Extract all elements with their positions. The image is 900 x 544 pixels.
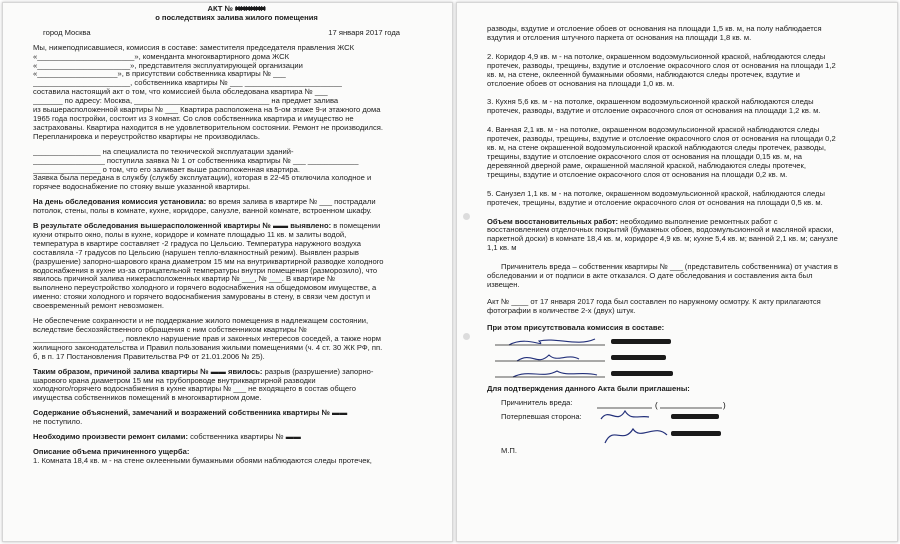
commission-signatures-svg <box>487 333 727 385</box>
redaction-bar <box>611 355 666 360</box>
victim-signature-row: Потерпевшая сторона: <box>487 413 885 447</box>
commission-signatures <box>487 333 885 385</box>
neglect-paragraph: Не обеспечение сохранности и не поддержание жилого помещения в надлежащем состоянии, вследствие бесхозяйственного обращения с ним собственником квартиры № _____________________, повлекло нарушение прав и законных интересов соседей, а также норм жилищного законодательства и Правил пользования жилыми помещениями (ч. 4 ст. 30 ЖК РФ, пп. б, в п. 17 Постановления Правительства РФ от 21.01.2006 № 25). <box>33 317 383 361</box>
signature-stroke <box>605 429 667 443</box>
restore-paragraph: Объем восстановительных работ: необходимо выполнение ремонтных работ с восстановлением отделочных покрытий (бумажных обоев, водоэмульсионной и масляной краски, паркетной доски) в комнате 18,4 кв. м, коридоре 4,9 кв. м; кухне 5,4 кв. м; ванной 2,1 кв. м; санузле 1,1 кв. м <box>487 217 838 253</box>
cause-paragraph: Таким образом, причиной залива квартиры № ▬▬ явилось: разрыв (разрушение) запорно- шарового крана диаметром 15 мм на трубопроводе внутриквартирной разводки холодного/горячего водоснабжения в кухне квартиры № ___ не входящего в состав общего имущества собственников помещений в многоквартирном доме. <box>33 367 374 403</box>
damage-continuation: разводы, вздутие и отслоение обоев от основания на площади 1,5 кв. м, на полу наблюдается вздутия и отслоения штучного паркета от основания на площади 1,8 кв. м. <box>487 25 822 42</box>
redaction-bar <box>611 339 671 344</box>
redaction-bar <box>671 431 721 436</box>
signature-stroke <box>601 411 649 419</box>
redaction-bar <box>671 414 719 419</box>
intro-paragraph: Мы, нижеподписавшиеся, комиссия в составе: заместителя председателя правления ЖСК «_______________________», коменданта многоквартирного дома ЖСК «______________________», представителя эксплуатирующей организации «___________________», в присутствии собственника квартиры № ___ _______________________, собственника квартиры № ___ _______________________ составила настоящий акт о том, что комиссией была обследована квартира № ___ _______ по адресу: Москва, ________________________________ на предмет залива из вышерасположенной квартиры № ___ Квартира расположена на 5-ом этаже 9-и этажного дома 1965 года постройки, состоит из 3 комнат. Со слов собственника квартира и имущество не застрахованы. Квартира находится в не удовлетворительном состоянии. Ремонт не производился. Перепланировка и переустройство квартиры не производилась. <box>33 43 383 141</box>
inspection-day-paragraph: На день обследования комиссия установила: во время залива в квартире № ___ пострадали потолок, стены, полы в комнате, кухне, коридоре, санузле, ванной комнате, встроенном шкафу. <box>33 198 376 216</box>
act-subtitle: о последствиях залива жилого помещения <box>155 13 318 22</box>
commission-heading: При этом присутствовала комиссия в составе: <box>487 323 665 332</box>
redaction-bar <box>611 371 673 376</box>
document-page-2 <box>456 2 898 542</box>
repair-line: Необходимо произвести ремонт силами: собственника квартиры № ▬▬ <box>33 433 301 442</box>
act-date: 17 января 2017 года <box>328 27 400 37</box>
redaction-bar: XXXXXX <box>235 5 266 13</box>
city-label: город Москва <box>43 27 91 37</box>
damage-item-1: 1. Комната 18,4 кв. м - на стене оклеенными бумажными обоями наблюдаются следы протечек, <box>33 456 372 465</box>
damage-item-3: 3. Кухня 5,6 кв. м - на потолке, окрашенном водоэмульсионной краской наблюдаются следы протечек, разводы, вздутие и отслоение окрасочного слоя от основания на площади 1,2 кв. м. <box>487 98 821 116</box>
act-title: АКТ № XXXXXX <box>207 5 266 13</box>
damage-item-4: 4. Ванная 2,1 кв. м - на потолке, окрашенном водоэмульсионной краской наблюдаются следы протечек, разводы, трещины, вздутие и отслоение окрасочного слоя от основания на площади 0,2 кв. м, на стене окрашенной водоэмульсионной краской наблюдаются следы протечек, разводы, трещины, вздутие и отслоение окрасочного слоя от основания на площади 0,15 кв. м, на деревянной дверной раме, окрашенной масляной краской, наблюдаются следы протечек, трещины, вздутие и отслоение окрасочного слоя от основания на площади 0,2 кв. м. <box>487 126 836 179</box>
document-page-1 <box>2 2 453 542</box>
explanation-paragraph: Содержание объяснений, замечаний и возражений собственника квартиры № ▬▬ не поступило. <box>33 409 348 427</box>
stamp-label: М.П. <box>501 447 518 456</box>
request-paragraph: ________________ на специалиста по технической эксплуатации зданий- _________________ поступила заявка № 1 от собственника квартиры № ___ ____________ ________________ о том, что его заливает выше расположенная квартира. Заявка была передана в службу (службу эксплуатации), которая в 22-45 отключила холодное и горячее водоснабжение по стояку выше указанной квартиры. <box>33 147 372 192</box>
punch-hole <box>463 213 470 220</box>
result-paragraph: В результате обследования вышерасположенной квартиры № ▬▬ выявлено: в помещении кухни открыто окно, полы в кухне, коридоре и комнате площадью 11 кв. м залиты водой, температура в квартире составляет -2 градуса по Цельсию. Температура наружного воздуха составляла -7 градусов по Цельсию (нарушен тепло-влажностный режим). Выявлен разрыв (разрушение) запорно-шарового крана диаметром 15 мм на внутриквартирной разводке холодного водоснабжения в кухне из-за отрицательной температуры внутри помещения (разморозило), что явилось причиной залива нижерасположенных квартир № ___, № ___. В квартире № выполнено переустройство холодного и горячего водоснабжения на общедомовом имуществе, а именно: стояки холодного и горячего водоснабжения замурованы в стену, в связи чем доступ и своевременный ремонт невозможен. <box>33 222 384 311</box>
punch-hole <box>463 333 470 340</box>
culprit-signature-row: Причинитель вреда: ( ) <box>487 399 885 413</box>
signature-stroke <box>509 339 595 345</box>
damage-item-5: 5. Санузел 1,1 кв. м - на потолке, окрашенном водоэмульсионной краской, наблюдаются следы протечек, трещины, вздутие и отслоение окрасочного слоя от основания на площади 0,5 кв. м. <box>487 189 825 207</box>
signature-stroke <box>517 355 579 361</box>
svg-text:(: ( <box>655 401 658 411</box>
signature-stroke <box>513 371 597 377</box>
svg-text:): ) <box>723 401 726 411</box>
victim-signature-svg <box>595 405 725 449</box>
invited-heading: Для подтверждения данного Акта были приглашены: <box>487 384 690 393</box>
damage-item-2: 2. Коридор 4,9 кв. м - на потолке, окрашенном водоэмульсионной краской, наблюдаются следы протечек, разводы, трещины, вздутие и отслоение окрасочного слоя от основания на площади 1,2 кв. м, на стене, оклеенной бумажными обоями, наблюдаются следы протечек, вздутие и отслоение обоев от основания на площади 1,0 кв. м. <box>487 52 836 88</box>
damage-heading: Описание объема причиненного ущерба: <box>33 447 190 456</box>
drawn-up-paragraph: Акт № ____ от 17 января 2017 года был составлен по наружному осмотру. К акту прилагаются фотографии в количестве 2-х (двух) штук. <box>487 297 821 315</box>
culprit-paragraph: Причинитель вреда – собственник квартиры № ___ (представитель собственника) от участия в обследовании и от подписи в акте отказался. О дате обследования и составления акта был извещен. <box>487 263 838 289</box>
